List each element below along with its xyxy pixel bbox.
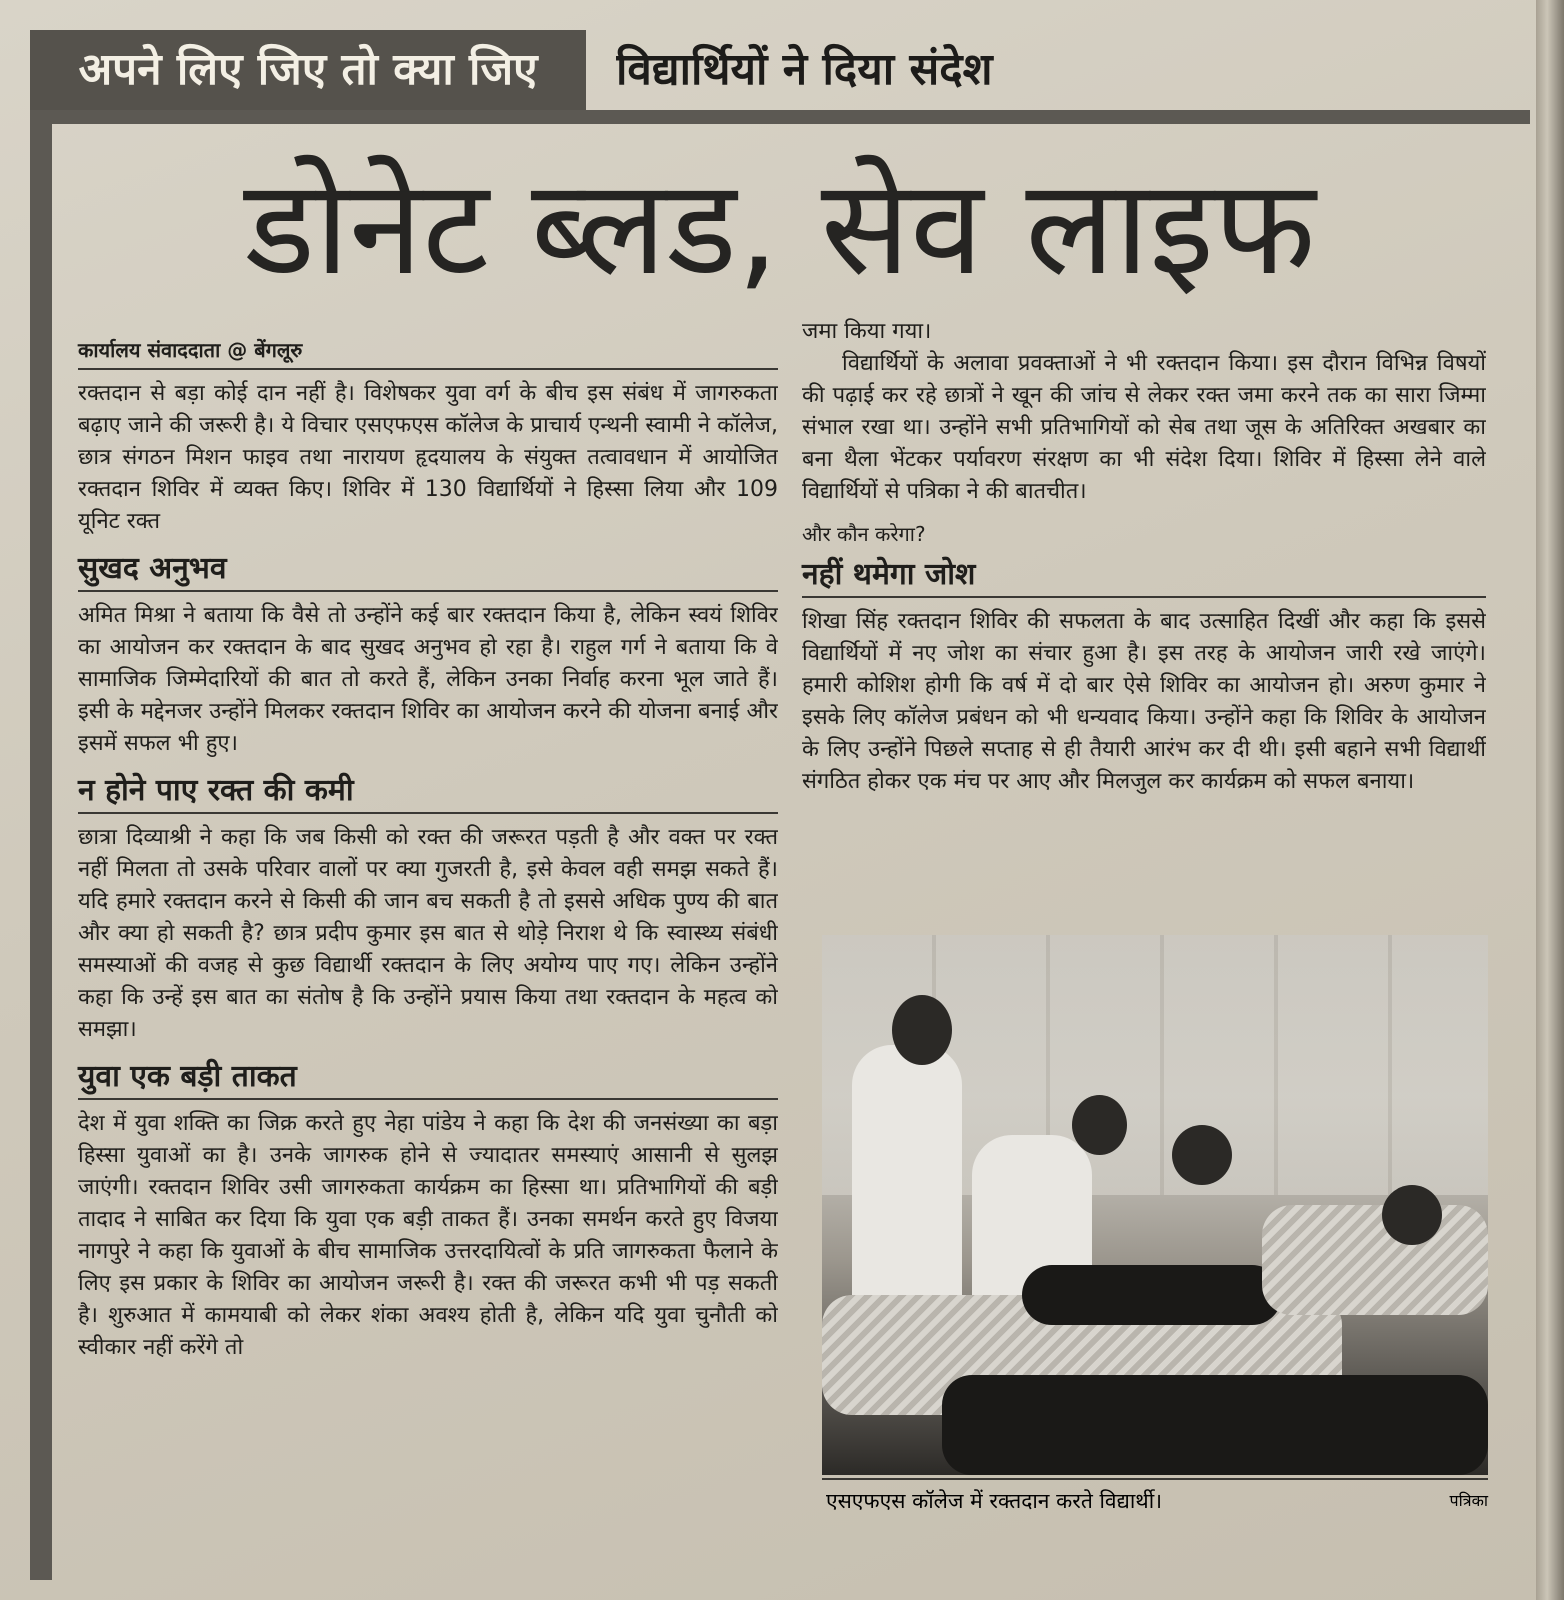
right-paragraph: विद्यार्थियों के अलावा प्रवक्ताओं ने भी रक्तदान किया। इस दौरान विभिन्न विषयों की पढ़ाई कर रहे छात्रों ने खून की जांच से लेकर रक्त जमा करने तक का सारा जिम्मा संभाल रखा था। उन्होंने सभी प्रतिभागियों को सेब तथा जूस के अतिरिक्त अखबार का बना थैला भेंटकर पर्यावरण संरक्षण का भी संदेश दिया। शिविर में हिस्सा लेने वाले विद्यार्थियों से पत्रिका ने की बातचीत। (802, 351, 1486, 504)
kicker-left: अपने लिए जिए तो क्या जिए (30, 30, 586, 110)
photo-donor (1022, 1265, 1282, 1325)
photo-person-head (1172, 1125, 1232, 1185)
top-rule (30, 110, 1530, 124)
section-heading: सुखद अनुभव (78, 548, 778, 592)
aside-label: और कौन करेगा? (802, 522, 926, 546)
section-paragraph: छात्रा दिव्याश्री ने कहा कि जब किसी को रक्त की जरूरत पड़ती है और वक्त पर रक्त नहीं मिलता तो उसके परिवार वालों पर क्या गुजरती है, इसे केवल वही समझ सकते हैं। यदि हमारे रक्तदान करने से किसी की जान बच सकती है तो इससे अधिक पुण्य की बात और क्या हो सकती है? छात्र प्रदीप कुमार इस बात से थोड़े निराश थे कि स्वास्थ्य संबंधी समस्याओं की वजह से कुछ विद्यार्थी रक्तदान के लिए अयोग्य पाए गए। लेकिन उन्होंने कहा कि उन्हें इस बात का संतोष है कि उन्होंने प्रयास किया तथा रक्तदान के महत्व को समझा। (78, 825, 778, 1042)
continuation-text: जमा किया गया। (802, 319, 932, 344)
right-column (802, 316, 1486, 798)
intro-paragraph: रक्तदान से बड़ा कोई दान नहीं है। विशेषकर युवा वर्ग के बीच इस संबंध में जागरुकता बढ़ाए जाने की जरूरी है। ये विचार एसएफएस कॉलेज के प्राचार्य एन्थनी स्वामी ने कॉलेज, छात्र संगठन मिशन फाइव तथा नारायण हृदयालय के संयुक्त तत्वावधान में आयोजित रक्तदान शिविर में व्यक्त किए। शिविर में 130 विद्यार्थियों ने हिस्सा लिया और 109 यूनिट रक्त (78, 381, 778, 534)
photo-foreground (942, 1375, 1488, 1475)
kicker-right: विद्यार्थियों ने दिया संदेश (616, 44, 993, 95)
photo-person-head (1382, 1185, 1442, 1245)
section-paragraph: अमित मिश्रा ने बताया कि वैसे तो उन्होंने कई बार रक्तदान किया है, लेकिन स्वयं शिविर का आयोजन कर रक्तदान के बाद सुखद अनुभव हो रहा है। राहुल गर्ग ने बताया कि वे सामाजिक जिम्मेदारियों की बात तो करते हैं, लेकिन उनका निर्वाह करना भूल जाते हैं। इसी के मद्देनजर उन्होंने मिलकर रक्तदान शिविर का आयोजन करने की योजना बनाई और इसमें सफल भी हुए। (78, 603, 778, 756)
caption-rule (822, 1478, 1488, 1480)
section-paragraph: देश में युवा शक्ति का जिक्र करते हुए नेहा पांडेय ने कहा कि देश की जनसंख्या का बड़ा हिस्सा युवाओं का है। उनके जागरुक होने से ज्यादातर समस्याएं आसानी से सुलझ जाएंगी। रक्तदान शिविर उसी जागरुकता कार्यक्रम का हिस्सा था। प्रतिभागियों की बड़ी तादाद ने साबित कर दिया कि युवा एक बड़ी ताकत हैं। उनका समर्थन करते हुए विजया नागपुरे ने कहा कि युवाओं के बीच सामाजिक उत्तरदायित्वों के प्रति जागरुकता फैलाने के लिए इस प्रकार के शिविर का आयोजन जरूरी है। रक्त की जरूरत कभी भी पड़ सकती है। शुरुआत में कामयाबी को लेकर शंका अवश्य होती है, लेकिन यदि युवा चुनौती को स्वीकार नहीं करेंगे तो (78, 1111, 778, 1360)
photo-person-head (892, 995, 952, 1065)
photo-person-head (1072, 1095, 1127, 1155)
photo-caption: एसएफएस कॉलेज में रक्तदान करते विद्यार्थी। (826, 1489, 1163, 1513)
left-column (78, 332, 778, 1364)
section-heading: युवा एक बड़ी ताकत (78, 1056, 778, 1100)
news-photo (822, 935, 1488, 1475)
section-heading: नहीं थमेगा जोश (802, 554, 1486, 598)
page-edge (1536, 0, 1564, 1600)
headline: डोनेट ब्लड, सेव लाइफ (244, 151, 1316, 305)
photo-credit: पत्रिका (1449, 1491, 1488, 1510)
left-rule (30, 110, 52, 1580)
byline: कार्यालय संवाददाता @ बेंगलूरु (78, 332, 778, 370)
photo-donor-bed (1262, 1205, 1488, 1315)
section-heading: न होने पाए रक्त की कमी (78, 770, 778, 814)
section-paragraph: शिखा सिंह रक्तदान शिविर की सफलता के बाद उत्साहित दिखीं और कहा कि इससे विद्यार्थियों में नए जोश का संचार हुआ है। इस तरह के आयोजन जारी रखे जाएंगे। हमारी कोशिश होगी कि वर्ष में दो बार ऐसे शिविर का आयोजन हो। अरुण कुमार ने इसके लिए कॉलेज प्रबंधन को भी धन्यवाद किया। उन्होंने कहा कि शिविर के आयोजन के लिए उन्होंने पिछले सप्ताह से ही तैयारी आरंभ कर दी थी। इसी बहाने सभी विद्यार्थी संगठित होकर एक मंच पर आए और मिलजुल कर कार्यक्रम को सफल बनाया। (802, 609, 1486, 794)
